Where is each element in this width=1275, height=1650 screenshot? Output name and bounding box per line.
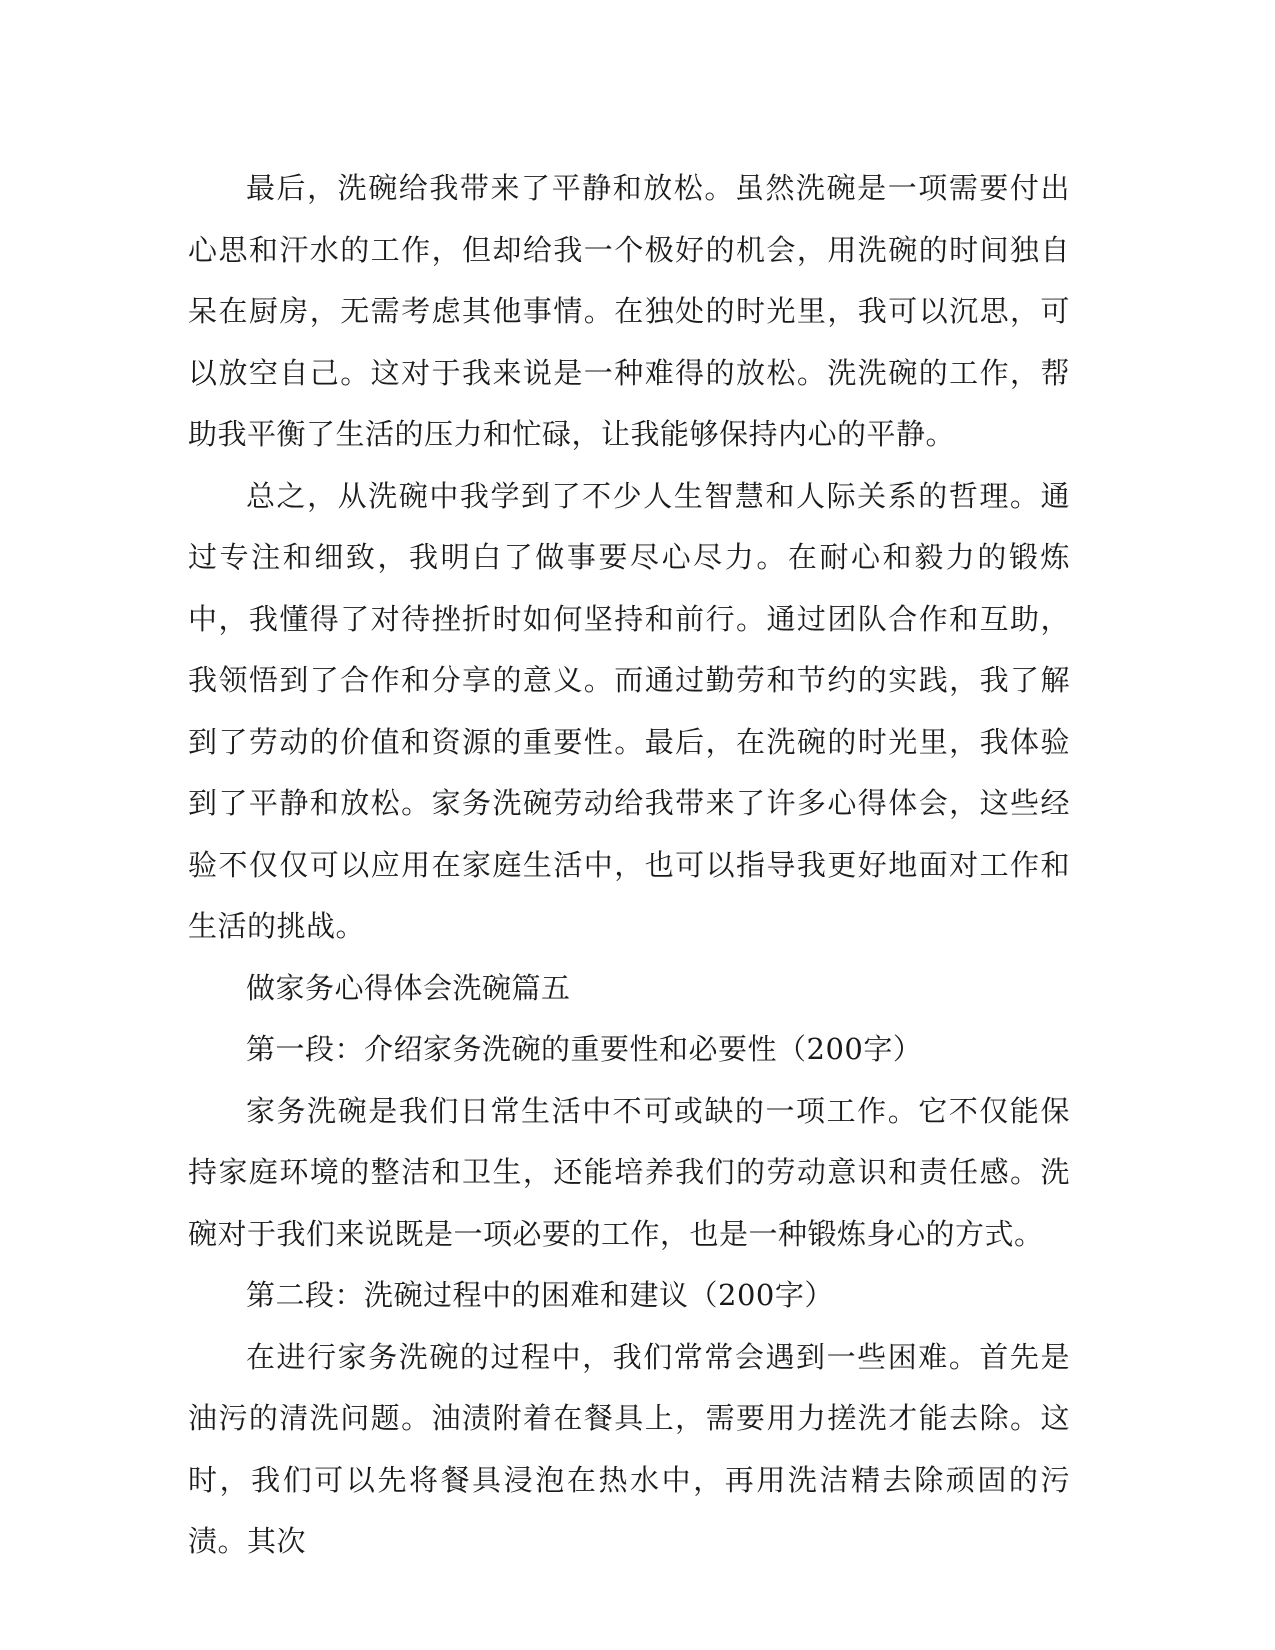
paragraph-summary: 总之，从洗碗中我学到了不少人生智慧和人际关系的哲理。通过专注和细致，我明白了做事要尽心尽力。在耐心和毅力的锻炼中，我懂得了对待挫折时如何坚持和前行。通过团队合作和互助，我领悟到了合作和分享的意义。而通过勤劳和节约的实践，我了解到了劳动的价值和资源的重要性。最后，在洗碗的时光里，我体验到了平静和放松。家务洗碗劳动给我带来了许多心得体会，这些经验不仅仅可以应用在家庭生活中，也可以指导我更好地面对工作和生活的挑战。	[188, 478, 1070, 943]
paragraph-difficulties: 在进行家务洗碗的过程中，我们常常会遇到一些困难。首先是油污的清洗问题。油渍附着在餐具上，需要用力搓洗才能去除。这时，我们可以先将餐具浸泡在热水中，再用洗洁精去除顽固的污渍。其次	[188, 1339, 1070, 1558]
document-body	[188, 158, 1070, 1573]
subheading-part-one: 第一段：介绍家务洗碗的重要性和必要性（200字）	[246, 1032, 923, 1066]
section-title: 做家务心得体会洗碗篇五	[246, 970, 571, 1005]
subheading-part-two: 第二段：洗碗过程中的困难和建议（200字）	[246, 1278, 834, 1312]
paragraph-importance: 家务洗碗是我们日常生活中不可或缺的一项工作。它不仅能保持家庭环境的整洁和卫生，还能培养我们的劳动意识和责任感。洗碗对于我们来说既是一项必要的工作，也是一种锻炼身心的方式。	[188, 1093, 1070, 1251]
paragraph-conclusion-relaxation: 最后，洗碗给我带来了平静和放松。虽然洗碗是一项需要付出心思和汗水的工作，但却给我一个极好的机会，用洗碗的时间独自呆在厨房，无需考虑其他事情。在独处的时光里，我可以沉思，可以放空自己。这对于我来说是一种难得的放松。洗洗碗的工作，帮助我平衡了生活的压力和忙碌，让我能够保持内心的平静。	[188, 171, 1070, 451]
